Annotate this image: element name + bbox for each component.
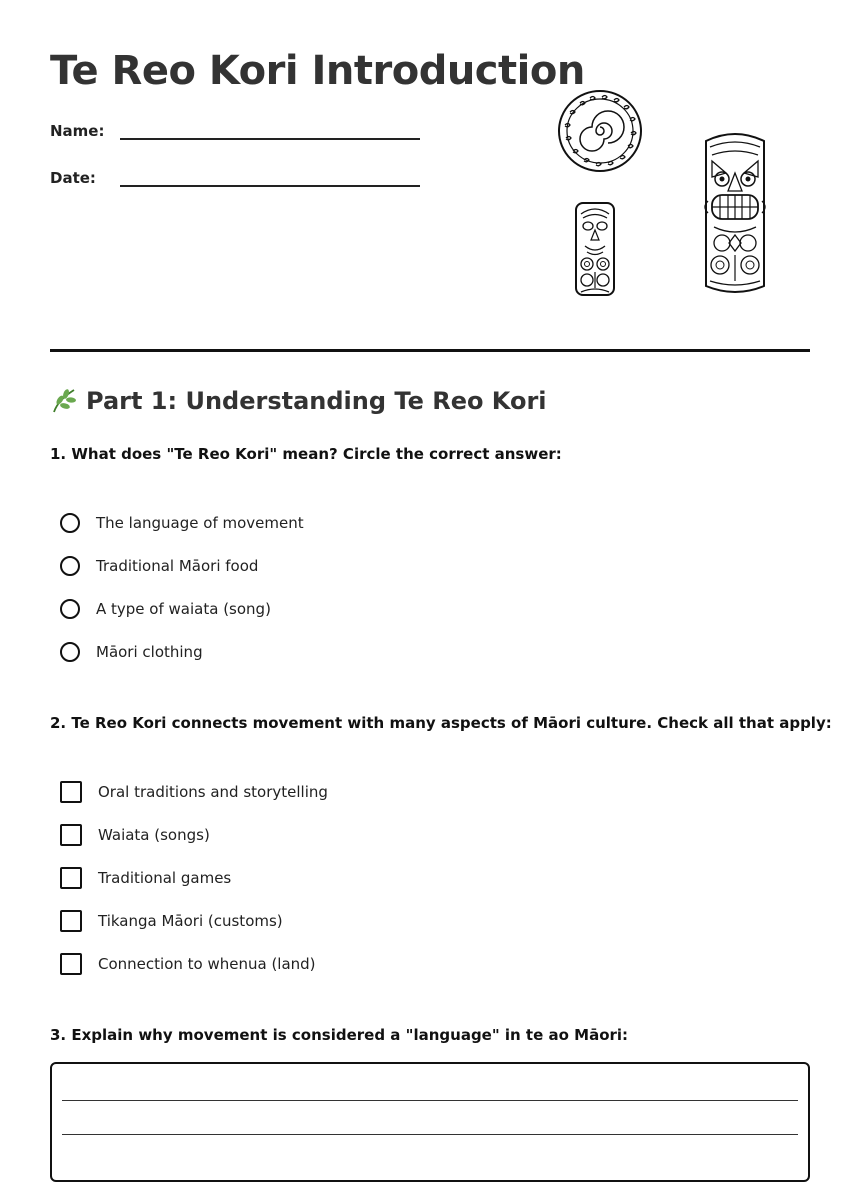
q1-option-label: Māori clothing [96,643,203,661]
question-2: 2. Te Reo Kori connects movement with many aspects of Māori culture. Check all that apply: [50,714,832,732]
q1-option-label: Traditional Māori food [96,557,259,575]
q2-option[interactable] [60,866,231,890]
q2-option-label: Connection to whenua (land) [98,955,316,973]
page-title: Te Reo Kori Introduction [50,48,585,94]
checkbox[interactable] [60,781,82,803]
date-label: Date: [50,169,96,187]
checkbox[interactable] [60,953,82,975]
tiki-pou-icon [700,131,770,297]
radio-circle[interactable] [60,556,80,576]
header-divider [50,349,810,352]
date-field-row [50,165,420,187]
q2-option[interactable] [60,909,283,933]
q1-option[interactable] [60,511,304,535]
q1-option-label: A type of waiata (song) [96,600,271,618]
q1-option[interactable] [60,554,258,578]
q2-option-label: Tikanga Māori (customs) [98,912,283,930]
q2-option-label: Traditional games [98,869,232,887]
question-3: 3. Explain why movement is considered a "language" in te ao Māori: [50,1026,629,1044]
q2-option-label: Waiata (songs) [98,826,210,844]
name-field-row [50,118,420,140]
small-pou-icon [573,200,617,298]
checkbox[interactable] [60,824,82,846]
name-field[interactable] [120,118,420,140]
answer-line [62,1100,798,1101]
q1-option[interactable] [60,640,203,664]
question-1: 1. What does "Te Reo Kori" mean? Circle the correct answer: [50,445,562,463]
answer-line [62,1134,798,1135]
q2-option[interactable] [60,823,210,847]
q2-option[interactable] [60,952,316,976]
name-label: Name: [50,122,105,140]
radio-circle[interactable] [60,642,80,662]
date-field[interactable] [120,165,420,187]
q1-option[interactable] [60,597,271,621]
q2-option[interactable] [60,780,328,804]
q1-option-label: The language of movement [96,514,304,532]
q2-option-label: Oral traditions and storytelling [98,783,328,801]
radio-circle[interactable] [60,599,80,619]
koru-disc-icon [556,89,644,173]
q3-answer-box[interactable] [50,1062,810,1182]
radio-circle[interactable] [60,513,80,533]
leaf-icon [50,386,80,416]
checkbox[interactable] [60,867,82,889]
checkbox[interactable] [60,910,82,932]
part1-heading [50,386,547,416]
part1-heading-text: Part 1: Understanding Te Reo Kori [86,387,547,415]
